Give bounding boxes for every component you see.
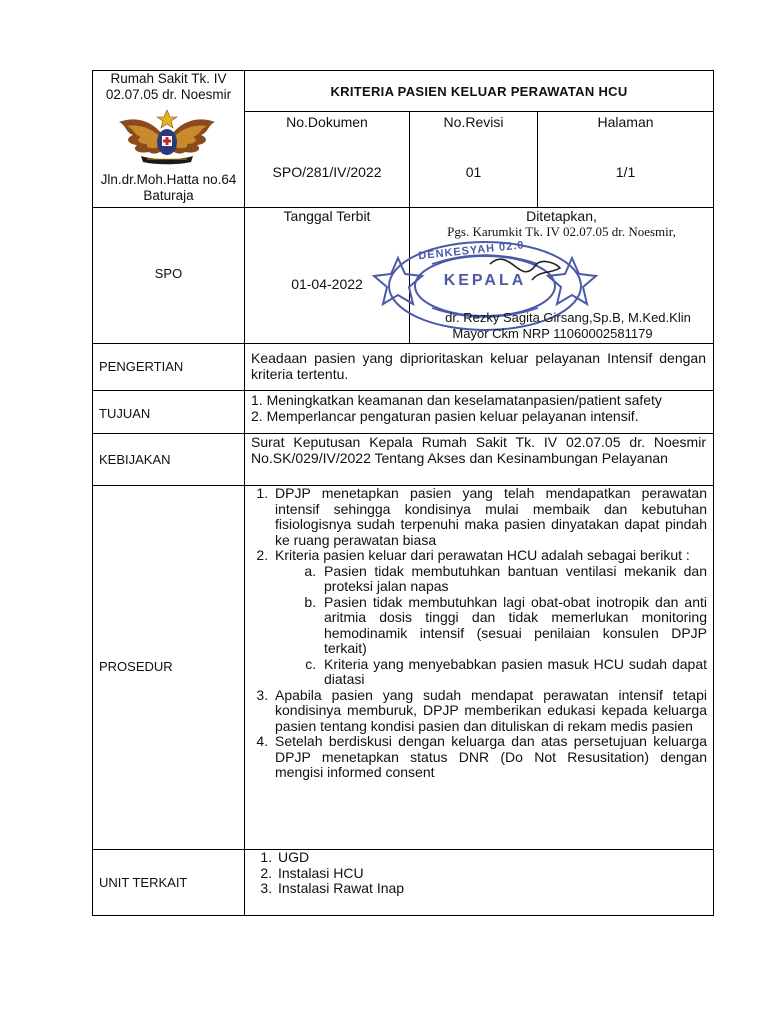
kebijakan-label: KEBIJAKAN xyxy=(99,452,171,467)
unit-item: 1. UGD xyxy=(276,850,706,866)
revision-value: 01 xyxy=(465,164,482,180)
tujuan-label: TUJUAN xyxy=(99,406,151,421)
prosedur-item: 3. Apabila pasien yang sudah mendapat perawatan intensif tetapi kondisinya memburuk, DPJP memberikan edukasi kepada keluarga pasien tentang kondisi pasien dan dituliskan di rekam medis pasien xyxy=(272,688,707,735)
unit-terkait-label: UNIT TERKAIT xyxy=(99,875,188,890)
prosedur-item: 2. Kriteria pasien keluar dari perawatan HCU adalah sebagai berikut : a. Pasien tidak membutuhkan bantuan ventilasi mekanik dan proteksi jalan napas b. Pasien tidak membutuhkan lagi obat-obat inotropik dan anti aritmia dosis tinggi dan tidak memerlukan monitoring hemodinamik intensif (sesuai penilaian konsulen DPJP terkait) c. Kriteria yang menyebabkan pasien masuk HCU sudah dapat diatasi xyxy=(272,548,707,688)
tujuan-item: 1. Meningkatkan keamanan dan keselamatanpasien/patient safety xyxy=(251,392,662,408)
prosedur-subitem: b. Pasien tidak membutuhkan lagi obat-obat inotropik dan anti aritmia dosis tinggi dan tidak memerlukan monitoring hemodinamik intensif (sesuai penilaian konsulen DPJP terkait) xyxy=(320,595,707,657)
signer-name: dr. Rezky Sagita Girsang,Sp.B, M.Ked.Klin xyxy=(445,310,691,325)
page-label: Halaman xyxy=(597,114,654,130)
stamp-top-text: DENKESYAH 02.0 xyxy=(417,239,526,263)
tujuan-item: 2. Memperlancar pengaturan pasien keluar pelayanan intensif. xyxy=(251,407,639,424)
signer-rank: Mayor Ckm NRP 11060002581179 xyxy=(452,326,653,341)
issue-date-value: 01-04-2022 xyxy=(291,276,363,292)
doc-number-label: No.Dokumen xyxy=(286,114,368,130)
pengertian-label: PENGERTIAN xyxy=(99,359,184,374)
prosedur-list xyxy=(248,486,707,781)
doc-number-value: SPO/281/IV/2022 xyxy=(272,164,382,180)
prosedur-item: 4. Setelah berdiskusi dengan keluarga dan atas persetujuan keluarga DPJP menetapkan status DNR (Do Not Resusitation) dengan mengisi informed consent xyxy=(272,734,707,781)
revision-label: No.Revisi xyxy=(443,114,504,130)
pengertian-text: Keadaan pasien yang diprioritaskan keluar pelayanan Intensif dengan kriteria tertentu. xyxy=(251,350,706,382)
hospital-name: Rumah Sakit Tk. IV 02.07.05 dr. Noesmir xyxy=(105,71,232,102)
hospital-address: Jln.dr.Moh.Hatta no.64 Baturaja xyxy=(100,172,237,203)
stamp-center-text: KEPALA xyxy=(443,272,527,289)
hospital-emblem-icon xyxy=(117,108,217,166)
prosedur-label: PROSEDUR xyxy=(99,659,173,674)
document-title: KRITERIA PASIEN KELUAR PERAWATAN HCU xyxy=(330,84,628,99)
ditetapkan-label: Ditetapkan, xyxy=(526,208,597,224)
spo-label: SPO xyxy=(154,266,183,281)
page-value: 1/1 xyxy=(615,164,636,180)
prosedur-subitem: a. Pasien tidak membutuhkan bantuan ventilasi mekanik dan proteksi jalan napas xyxy=(320,564,707,595)
prosedur-subitem: c. Kriteria yang menyebabkan pasien masuk HCU sudah dapat diatasi xyxy=(320,657,707,688)
tujuan-list xyxy=(251,393,711,424)
issue-date-label: Tanggal Terbit xyxy=(283,208,371,224)
unit-item: 3. Instalasi Rawat Inap xyxy=(276,881,706,897)
unit-list xyxy=(246,850,706,897)
prosedur-item: 1. DPJP menetapkan pasien yang telah mendapatkan perawatan intensif sehingga kondisinya mulai membaik dan kebutuhan fisiologisnya sudah terpenuhi maka pasien dinyatakan dapat pindah ke ruang perawatan biasa xyxy=(272,486,707,548)
approver-position: Pgs. Karumkit Tk. IV 02.07.05 dr. Noesmir, xyxy=(447,224,676,239)
unit-item: 2. Instalasi HCU xyxy=(276,866,706,882)
kebijakan-text: Surat Keputusan Kepala Rumah Sakit Tk. IV 02.07.05 dr. Noesmir No.SK/029/IV/2022 Tentang Akses dan Kesinambungan Pelayanan xyxy=(251,434,706,466)
